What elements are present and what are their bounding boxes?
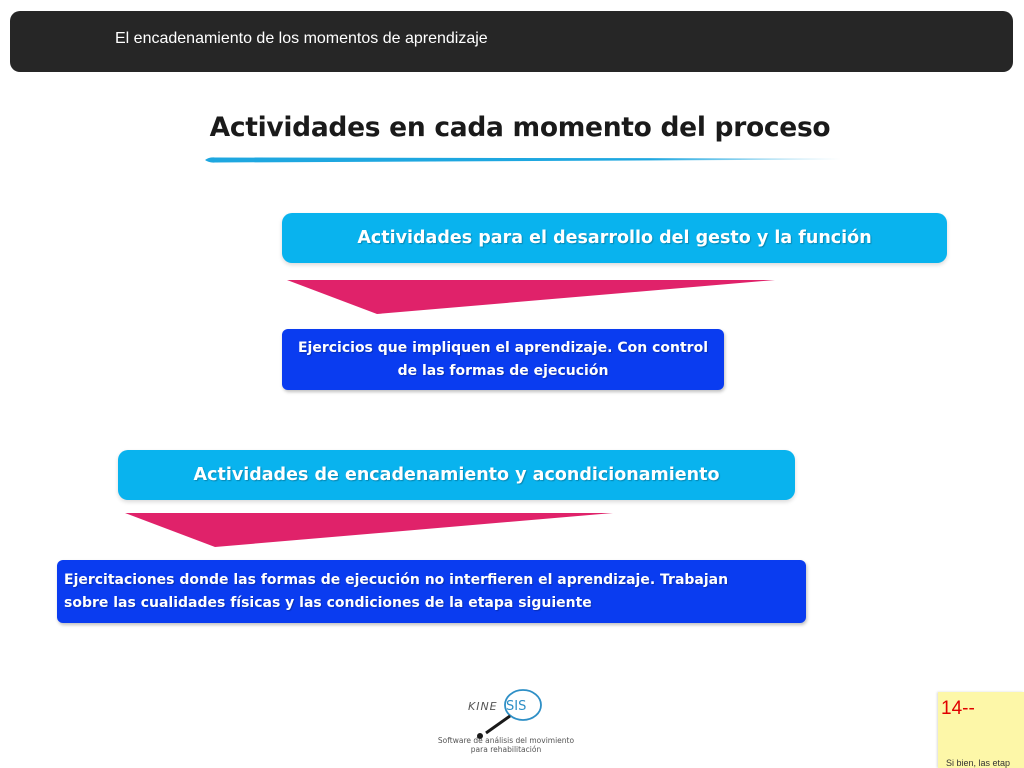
section-1-body	[282, 329, 724, 390]
section-2-body-line-1: Ejercitaciones donde las formas de ejecución no interfieren el aprendizaje. Trabajan	[64, 571, 729, 588]
section-2-body-line-2: sobre las cualidades físicas y las condiciones de la etapa siguiente	[64, 594, 592, 611]
section-1-arrow	[287, 280, 777, 316]
logo-caption	[436, 736, 576, 754]
note-number: 14--	[941, 698, 975, 719]
section-1-body-line-1: Ejercicios que impliquen el aprendizaje. Con control	[297, 339, 708, 356]
note-text: Si bien, las etap	[946, 758, 1011, 768]
section-2-arrow	[125, 513, 615, 549]
section-1-heading	[282, 213, 947, 263]
header-bar	[10, 11, 1013, 72]
section-1-heading-label: Actividades para el desarrollo del gesto y la función	[357, 228, 872, 248]
sticky-note	[938, 692, 1024, 768]
logo-text-sis: SIS	[506, 699, 527, 714]
header-title: El encadenamiento de los momentos de aprendizaje	[115, 30, 488, 47]
logo-caption-line-1: Software de análisis del movimiento	[437, 736, 575, 745]
section-2-heading-label: Actividades de encadenamiento y acondicionamiento	[193, 465, 720, 485]
section-2-body	[57, 560, 806, 623]
section-1-body-line-2: de las formas de ejecución	[397, 362, 609, 379]
page-title: Actividades en cada momento del proceso	[209, 112, 831, 143]
logo-text-kine: KINE	[468, 700, 498, 713]
logo-caption-line-2: para rehabilitación	[470, 745, 542, 754]
section-2-heading	[118, 450, 795, 500]
title-underline	[205, 156, 845, 164]
